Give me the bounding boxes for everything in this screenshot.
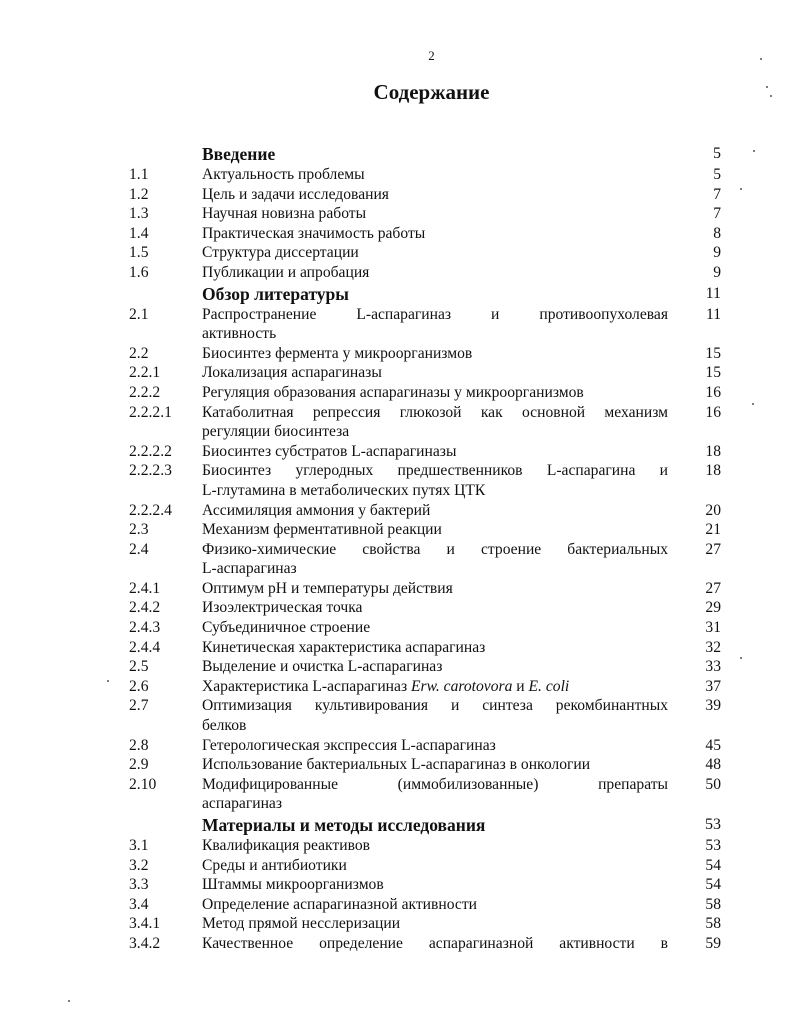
toc-entry-page: 16 <box>705 383 721 401</box>
toc-entry-title: Биосинтез фермента у микроорганизмов <box>202 344 473 362</box>
toc-entry-title: Цель и задачи исследования <box>202 185 389 203</box>
toc-entry-title: Квалификация реактивов <box>202 837 370 854</box>
toc-entry-title: Метод прямой несслеризации <box>202 915 401 933</box>
toc-entry <box>129 696 721 735</box>
scan-speck <box>68 1000 70 1002</box>
toc-entry-number: 2.7 <box>129 697 149 715</box>
toc-entry-title: Введение <box>202 144 276 164</box>
toc-entry-title <box>202 305 668 344</box>
toc-entry <box>129 638 721 658</box>
toc-entry-page: 48 <box>705 756 721 774</box>
toc-entry-title-line: Модифицированные (иммобилизованные) препараты <box>202 775 668 793</box>
toc-entry-title-line: активность <box>202 325 277 343</box>
toc-entry-number: 1.5 <box>129 244 149 262</box>
toc-entry-page: 11 <box>705 305 721 323</box>
scan-speck <box>766 86 768 88</box>
toc-entry <box>129 755 721 775</box>
toc-entry-number: 2.10 <box>129 775 157 793</box>
toc-entry-number: 1.2 <box>129 185 149 203</box>
toc-entry-title: Структура диссертации <box>202 244 359 262</box>
toc-entry-number: 2.1 <box>129 305 149 323</box>
toc-entry <box>129 363 721 383</box>
toc-entry-title-line: Физико-химические свойства и строение бактериальных <box>202 540 668 558</box>
toc-entry-title-line: L-аспарагиназ <box>202 560 297 578</box>
toc-entry-number: 2.4.3 <box>129 619 161 637</box>
toc-entry <box>129 914 721 934</box>
toc-entry-title <box>202 403 668 442</box>
toc-entry-page: 45 <box>705 736 721 754</box>
toc-entry-page: 18 <box>705 442 721 460</box>
toc-entry-title <box>202 775 668 814</box>
toc-entry-page: 58 <box>705 895 721 913</box>
toc-entry-number: 2.2.2.4 <box>129 501 172 519</box>
toc-entry <box>129 775 721 814</box>
toc-entry-title: Научная новизна работы <box>202 205 367 223</box>
toc-entry-title: Изоэлектрическая точка <box>202 599 363 617</box>
toc-entry <box>129 540 721 579</box>
toc-entry <box>129 934 721 954</box>
toc-entry-title <box>202 461 668 500</box>
toc-entry-number: 3.3 <box>129 876 149 894</box>
toc-entry-title-line: Катаболитная репрессия глюкозой как основной механизм <box>202 403 668 421</box>
toc-section-heading <box>129 814 721 836</box>
toc-entry-title: Среды и антибиотики <box>202 856 347 874</box>
toc-entry-title: Ассимиляция аммония у бактерий <box>202 501 431 519</box>
toc-entry <box>129 185 721 205</box>
toc-entry <box>129 204 721 224</box>
toc-entry-title: Определение аспарагиназной активности <box>202 895 477 913</box>
toc-entry-title-line: Оптимизация культивирования и синтеза рекомбинантных <box>202 697 668 715</box>
toc-entry <box>129 618 721 638</box>
toc-entry <box>129 165 721 185</box>
toc-entry <box>129 875 721 895</box>
toc-entry <box>129 263 721 283</box>
toc-entry-title: Использование бактериальных L-аспарагиназ в онкологии <box>202 756 591 774</box>
toc-title: Содержание <box>373 80 490 104</box>
toc-entry-title-line: L-глутамина в метаболических путях ЦТК <box>202 481 486 499</box>
toc-entry-title: Механизм ферментативной реакции <box>202 521 442 539</box>
toc-entry-title: Выделение и очистка L-аспарагиназ <box>202 658 443 676</box>
toc-entry-title-part: Erw. carotovora <box>411 677 513 695</box>
toc-section-heading <box>129 283 721 305</box>
toc-entry-page: 53 <box>705 837 721 854</box>
scan-speck <box>740 188 742 190</box>
toc-entry-title-line: регуляции биосинтеза <box>202 423 350 441</box>
toc-entry-number: 2.4.2 <box>129 599 161 617</box>
toc-entry-number: 2.2.2.3 <box>129 462 172 480</box>
toc-entry-number: 2.4 <box>129 540 149 558</box>
toc-entry <box>129 501 721 521</box>
toc-entry-title <box>202 934 668 954</box>
toc-entry-title: Биосинтез субстратов L-аспарагиназы <box>202 442 457 460</box>
toc-entry-page: 5 <box>713 166 721 183</box>
toc-entry <box>129 895 721 915</box>
toc-entry-page: 33 <box>705 658 721 676</box>
toc-entry-page: 16 <box>705 403 721 421</box>
toc-entry-page: 53 <box>705 816 721 833</box>
toc-entry-title: Актуальность проблемы <box>202 166 365 183</box>
toc-entry-page: 9 <box>713 263 721 281</box>
toc-entry-number: 2.2.1 <box>129 364 161 382</box>
toc-entry-title <box>202 696 668 735</box>
toc-entry <box>129 344 721 364</box>
toc-entry-title: Оптимум pH и температуры действия <box>202 579 453 597</box>
toc-entry-number: 1.6 <box>129 263 149 281</box>
toc-entry-page: 11 <box>705 284 721 302</box>
toc-entry <box>129 243 721 263</box>
toc-section-heading <box>129 143 721 165</box>
toc-entry-page: 54 <box>705 856 721 874</box>
toc-entry <box>129 383 721 403</box>
toc-entry-number: 1.4 <box>129 224 149 242</box>
toc-entry-title: Кинетическая характеристика аспарагиназ <box>202 638 486 656</box>
toc-entry-title-part: E. coli <box>528 677 570 695</box>
toc-entry <box>129 677 721 697</box>
toc-entry-title: Материалы и методы исследования <box>202 815 486 835</box>
toc-entry-page: 37 <box>705 677 721 695</box>
toc-entry-title: Практическая значимость работы <box>202 224 426 242</box>
toc-entry-number: 2.4.1 <box>129 579 161 597</box>
page-number: 2 <box>428 48 435 63</box>
toc-entry-title: Публикации и апробация <box>202 263 370 281</box>
toc-entry <box>129 305 721 344</box>
toc-entry-number: 2.2 <box>129 344 149 362</box>
toc-entry-page: 58 <box>705 915 721 933</box>
toc-entry <box>129 836 721 856</box>
toc-entry <box>129 657 721 677</box>
toc-entry-page: 31 <box>705 619 721 637</box>
table-of-contents <box>129 143 721 954</box>
toc-entry-title-line: белков <box>202 717 247 735</box>
toc-entry <box>129 403 721 442</box>
toc-entry-page: 20 <box>705 501 721 519</box>
toc-entry-page: 15 <box>705 364 721 382</box>
toc-entry-number: 2.6 <box>129 677 149 695</box>
toc-entry-number: 3.1 <box>129 837 149 854</box>
toc-entry-title: Гетерологическая экспрессия L-аспарагиназ <box>202 736 496 754</box>
toc-entry-page: 32 <box>705 638 721 656</box>
toc-entry-number: 2.4.4 <box>129 638 161 656</box>
toc-entry-page: 54 <box>705 876 721 894</box>
toc-entry-number: 3.4.1 <box>129 915 161 933</box>
toc-entry-page: 15 <box>705 344 721 362</box>
toc-entry-title <box>202 677 668 697</box>
toc-entry <box>129 442 721 462</box>
toc-entry-page: 8 <box>713 224 721 242</box>
toc-entry-number: 3.2 <box>129 856 149 874</box>
toc-entry-title-part: и <box>512 677 529 695</box>
toc-entry-number: 2.9 <box>129 756 149 774</box>
scan-speck <box>740 657 742 659</box>
toc-entry-title: Локализация аспарагиназы <box>202 364 382 382</box>
toc-entry-page: 59 <box>705 934 721 952</box>
toc-entry-page: 27 <box>705 579 721 597</box>
toc-entry-page: 9 <box>713 244 721 262</box>
toc-entry-page: 7 <box>713 185 721 203</box>
toc-entry-page: 39 <box>705 697 721 715</box>
toc-entry-number: 3.4 <box>129 895 149 913</box>
toc-entry-number: 1.1 <box>129 166 149 183</box>
toc-entry-title-line: Качественное определение аспарагиназной активности в <box>202 934 668 952</box>
toc-entry-number: 3.4.2 <box>129 934 161 952</box>
toc-entry-title-line: Распространение L-аспарагиназ и противоопухолевая <box>202 305 668 323</box>
toc-entry-title-line: аспарагиназ <box>202 795 282 813</box>
toc-entry <box>129 598 721 618</box>
toc-entry-page: 21 <box>705 521 721 539</box>
toc-entry <box>129 736 721 756</box>
scan-speck <box>752 403 754 405</box>
toc-entry-number: 2.8 <box>129 736 149 754</box>
toc-entry-title: Обзор литературы <box>202 283 349 304</box>
toc-entry-title: Регуляция образования аспарагиназы у микроорганизмов <box>202 383 584 401</box>
scan-speck <box>770 95 772 97</box>
toc-entry <box>129 579 721 599</box>
toc-entry-page: 18 <box>705 462 721 480</box>
toc-entry-number: 2.2.2.2 <box>129 442 172 460</box>
toc-entry-title: Субъединичное строение <box>202 619 371 637</box>
toc-entry-number: 1.3 <box>129 205 149 223</box>
toc-entry-number: 2.5 <box>129 658 149 676</box>
toc-entry-title-part: Характеристика L-аспарагиназ <box>202 677 412 695</box>
toc-entry-page: 27 <box>705 540 721 558</box>
toc-entry-title: Штаммы микроорганизмов <box>202 876 384 894</box>
toc-entry-page: 29 <box>705 599 721 617</box>
toc-entry-number: 2.2.2 <box>129 383 161 401</box>
scan-speck <box>107 680 109 682</box>
toc-entry <box>129 520 721 540</box>
toc-entry-title-line: Биосинтез углеродных предшественников L-аспарагина и <box>202 462 668 480</box>
scan-speck <box>760 58 762 60</box>
toc-entry-page: 7 <box>713 205 721 223</box>
toc-entry-number: 2.2.2.1 <box>129 403 172 421</box>
toc-entry-page: 50 <box>705 775 721 793</box>
toc-entry <box>129 224 721 244</box>
toc-entry-page: 5 <box>713 145 721 162</box>
scan-speck <box>753 150 755 152</box>
toc-entry <box>129 461 721 500</box>
toc-entry-title <box>202 540 668 579</box>
toc-entry-number: 2.3 <box>129 521 149 539</box>
toc-entry <box>129 856 721 876</box>
